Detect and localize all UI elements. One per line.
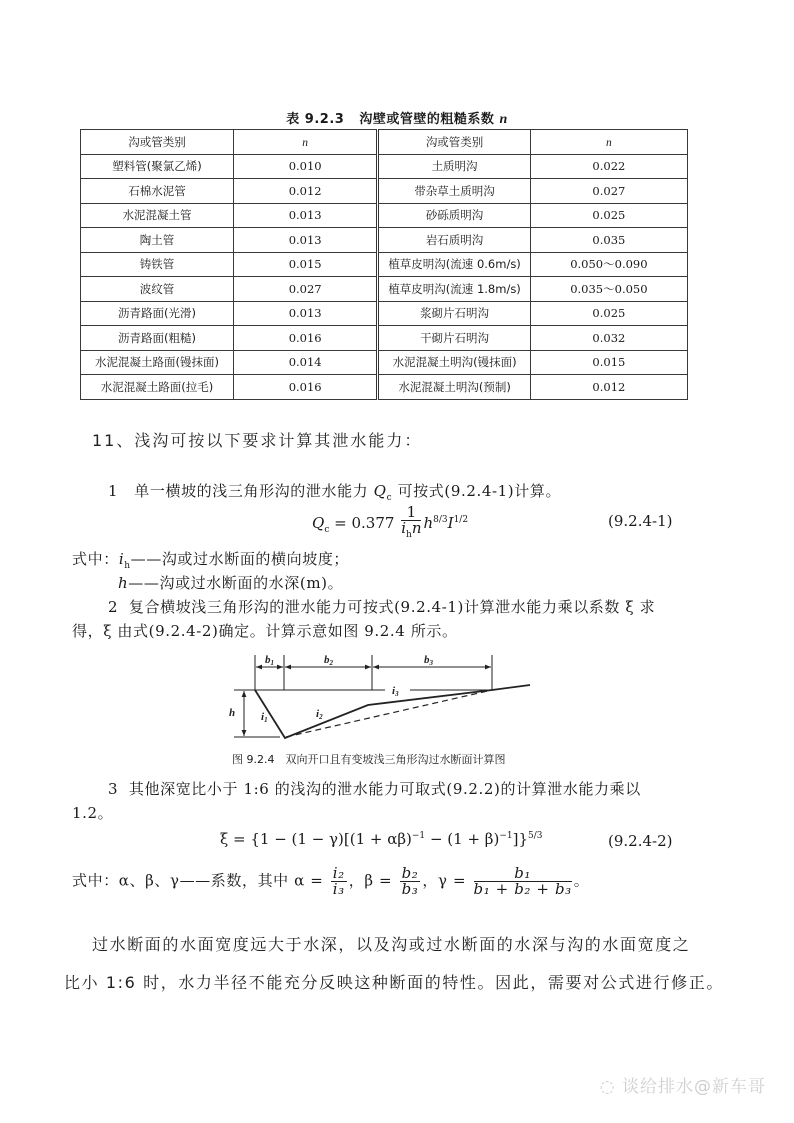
- category-left-cell: 水泥混凝土路面(拉毛): [81, 375, 234, 400]
- label-h: h: [229, 707, 236, 719]
- where-coefficients: [72, 866, 589, 897]
- formula-I: I: [447, 514, 454, 532]
- formula-9-2-4-1: [312, 505, 468, 543]
- header-category-left: 沟或管类别: [81, 130, 234, 155]
- formula2-part1: ξ = {1 − (1 − γ)[(1 + αβ): [220, 830, 412, 848]
- n-right-cell: 0.022: [530, 154, 687, 179]
- var-ih: i: [118, 550, 125, 568]
- category-right-cell: 植草皮明沟(流速 1.8m/s): [378, 277, 530, 302]
- paragraph-line-2: 比小 1:6 时，水力半径不能充分反映这种断面的特性。因此，需要对公式进行修正。: [64, 973, 724, 992]
- var-h: h: [118, 574, 129, 592]
- formula2-exp1: −1: [411, 831, 426, 841]
- fraction-denominator: [401, 521, 421, 543]
- section-11-heading: 11、浅沟可按以下要求计算其泄水能力：: [92, 431, 423, 450]
- formula-coefficient: = 0.377: [334, 514, 395, 532]
- h-exponent: 8/3: [433, 515, 448, 525]
- beta-label: ，β =: [348, 871, 393, 890]
- category-left-cell: 沥青路面(光滑): [81, 301, 234, 326]
- table-row: [81, 375, 688, 400]
- header-n-symbol: n: [302, 136, 309, 149]
- item-3-line-1: [108, 778, 641, 800]
- item-number: 2: [108, 598, 119, 616]
- category-right-cell: 带杂草土质明沟: [378, 179, 530, 204]
- category-left-cell: 石棉水泥管: [81, 179, 234, 204]
- formula-9-2-4-2: [220, 830, 542, 848]
- item-number: 3: [108, 780, 119, 798]
- alpha-den: i₃: [332, 880, 345, 898]
- gamma-label: ，γ =: [422, 871, 467, 890]
- table-row: [81, 277, 688, 302]
- beta-den: b₃: [401, 880, 419, 898]
- header-n-symbol: n: [606, 136, 612, 149]
- watermark-text: 谈给排水@新车哥: [622, 1077, 766, 1097]
- category-left-cell: 水泥混凝土路面(镘抹面): [81, 350, 234, 375]
- category-right-cell: 植草皮明沟(流速 0.6m/s): [378, 252, 530, 277]
- item-text-tail: 可按式(9.2.4-1)计算。: [397, 482, 562, 500]
- formula-fraction: [401, 505, 421, 543]
- n-left-cell: 0.015: [233, 252, 377, 277]
- formula2-part3: ]}: [512, 830, 528, 848]
- formula-h: h: [423, 514, 434, 532]
- fraction-numerator: 1: [401, 505, 421, 521]
- n-left-cell: 0.013: [233, 203, 377, 228]
- table-row: [81, 154, 688, 179]
- category-left-cell: 沥青路面(粗糙): [81, 326, 234, 351]
- beta-fraction: [400, 866, 421, 897]
- table-title-text: 沟壁或管壁的粗糙系数: [359, 112, 495, 127]
- table-caption: [0, 108, 794, 128]
- category-right-cell: 岩石质明沟: [378, 228, 530, 253]
- n-right-cell: 0.012: [530, 375, 687, 400]
- watermark: [600, 1072, 766, 1097]
- n-left-cell: 0.027: [233, 277, 377, 302]
- table-header-row: [81, 130, 688, 155]
- n-left-cell: 0.013: [233, 228, 377, 253]
- category-right-cell: 水泥混凝土明沟(镘抹面): [378, 350, 530, 375]
- category-left-cell: 波纹管: [81, 277, 234, 302]
- var-h-desc: ——沟或过水断面的水深(m)。: [128, 574, 344, 592]
- alpha-num: i₂: [332, 864, 345, 882]
- n-right-cell: 0.035～0.050: [530, 277, 687, 302]
- table-row: [81, 228, 688, 253]
- n-right-cell: 0.032: [530, 326, 687, 351]
- n-right-cell: 0.025: [530, 203, 687, 228]
- label-i1: i1: [261, 711, 268, 724]
- category-left-cell: 水泥混凝土管: [81, 203, 234, 228]
- formula2-exp2: −1: [499, 831, 513, 841]
- category-left-cell: 陶土管: [81, 228, 234, 253]
- table-row: [81, 350, 688, 375]
- paragraph-line-1: 过水断面的水面宽度远大于水深，以及沟或过水断面的水深与沟的水面宽度之: [92, 935, 691, 954]
- category-right-cell: 土质明沟: [378, 154, 530, 179]
- var-ih-sub: h: [124, 561, 131, 571]
- formula-label-2: (9.2.4-2): [608, 832, 673, 850]
- table-row: [81, 179, 688, 204]
- n-right-cell: 0.015: [530, 350, 687, 375]
- category-left-cell: 塑料管(聚氯乙烯): [81, 154, 234, 179]
- gamma-den: b₁ + b₂ + b₃: [473, 880, 572, 898]
- figure-caption: 图 9.2.4 双向开口且有变坡浅三角形沟过水断面计算图: [232, 753, 506, 766]
- table-title-symbol: n: [499, 112, 508, 127]
- where-line-2: [118, 572, 343, 594]
- n-left-cell: 0.012: [233, 179, 377, 204]
- item-text: 单一横坡的浅三角形沟的泄水能力: [134, 482, 369, 500]
- header-n-left: [233, 130, 377, 155]
- formula-lhs: Q: [312, 514, 325, 532]
- formula-label-1: (9.2.4-1): [608, 512, 673, 530]
- label-b3: b3: [424, 654, 433, 667]
- n-left-cell: 0.016: [233, 375, 377, 400]
- header-category-right: 沟或管类别: [378, 130, 530, 155]
- category-left-cell: 铸铁管: [81, 252, 234, 277]
- table-row: [81, 326, 688, 351]
- formula2-exp3: 5/3: [528, 831, 543, 841]
- formula2-part2: − (1 + β): [425, 830, 500, 848]
- n-left-cell: 0.010: [233, 154, 377, 179]
- item-3-line-2: 1.2。: [72, 804, 114, 822]
- gamma-fraction: [474, 866, 572, 897]
- n-right-cell: 0.035: [530, 228, 687, 253]
- n-left-cell: 0.016: [233, 326, 377, 351]
- item-text: 复合横坡浅三角形沟的泄水能力可按式(9.2.4-1)计算泄水能力乘以系数 ξ 求: [128, 598, 656, 616]
- table-row: [81, 252, 688, 277]
- where2-prefix: 式中：α、β、γ——系数，其中 α =: [72, 871, 324, 890]
- symbol-sub: c: [386, 493, 393, 503]
- gamma-num: b₁: [474, 866, 572, 882]
- symbol-Q: Q: [373, 482, 387, 500]
- formula-lhs-sub: c: [324, 525, 330, 535]
- item-number: 1: [108, 482, 119, 500]
- figure-9-2-4: [220, 648, 550, 748]
- n-left-cell: 0.013: [233, 301, 377, 326]
- label-i2: i2: [316, 708, 323, 721]
- var-ih-desc: ——沟或过水断面的横向坡度；: [130, 550, 350, 568]
- I-exponent: 1/2: [453, 515, 469, 525]
- table-row: [81, 203, 688, 228]
- label-b2: b2: [324, 654, 333, 667]
- alpha-fraction: [331, 866, 347, 897]
- n-left-cell: 0.014: [233, 350, 377, 375]
- den-n: n: [411, 519, 422, 537]
- category-right-cell: 浆砌片石明沟: [378, 301, 530, 326]
- where-prefix: 式中：: [72, 550, 119, 568]
- beta-num: b₂: [401, 864, 419, 882]
- where2-end: 。: [573, 871, 590, 890]
- item-2-line-2: 得，ξ 由式(9.2.4-2)确定。计算示意如图 9.2.4 所示。: [72, 622, 458, 640]
- wechat-icon: ◌: [599, 1077, 616, 1097]
- den-sub: h: [406, 530, 412, 540]
- roughness-table: [80, 129, 688, 400]
- table-row: [81, 301, 688, 326]
- item-text: 其他深宽比小于 1:6 的浅沟的泄水能力可取式(9.2.2)的计算泄水能力乘以: [128, 780, 641, 798]
- category-right-cell: 干砌片石明沟: [378, 326, 530, 351]
- item-2-line-1: [108, 596, 655, 618]
- category-right-cell: 砂砾质明沟: [378, 203, 530, 228]
- n-right-cell: 0.027: [530, 179, 687, 204]
- table-number: 表 9.2.3: [286, 112, 345, 127]
- n-right-cell: 0.025: [530, 301, 687, 326]
- label-b1: b1: [265, 654, 274, 667]
- header-n-right: [530, 130, 687, 155]
- category-right-cell: 水泥混凝土明沟(预制): [378, 375, 530, 400]
- n-right-cell: 0.050～0.090: [530, 252, 687, 277]
- label-i3: i3: [392, 685, 399, 698]
- den-i: i: [401, 519, 407, 537]
